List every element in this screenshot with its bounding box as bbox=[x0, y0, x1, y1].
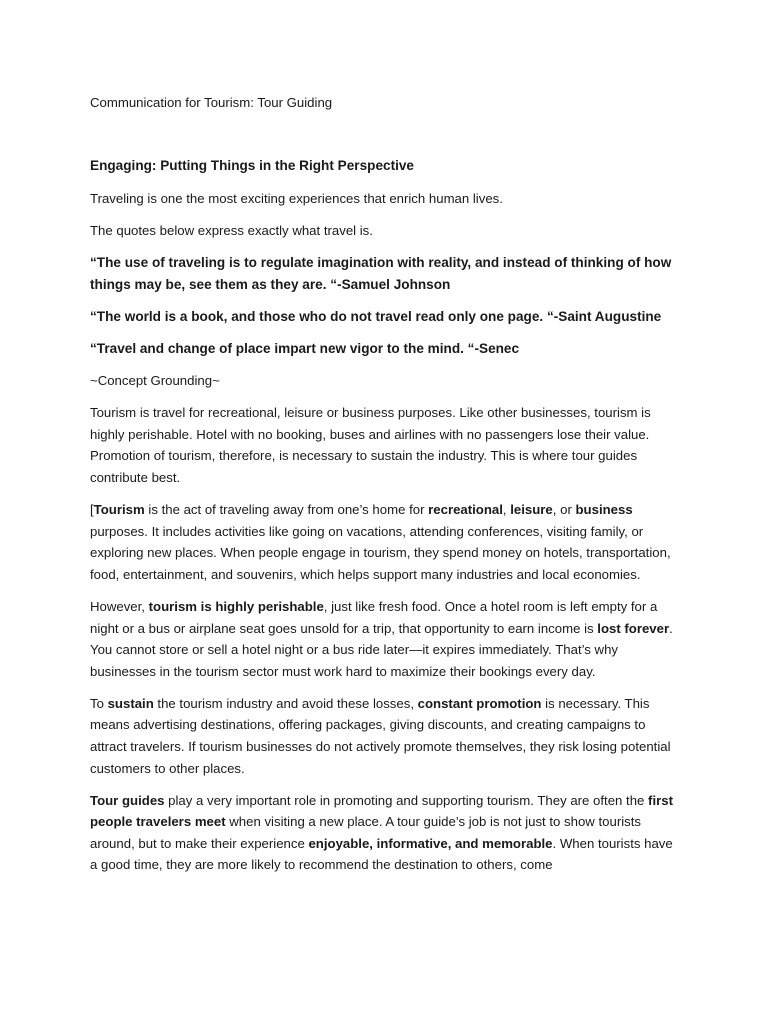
text-span: when visiting a new place. A tour guide’s job is not just to show tourists around, but to make their experience bbox=[90, 814, 642, 851]
quote-senec: “Travel and change of place impart new vigor to the mind. “-Senec bbox=[90, 340, 520, 356]
document-title: Communication for Tourism: Tour Guiding bbox=[90, 95, 333, 110]
text-span: , or bbox=[552, 502, 576, 518]
text-span: the tourism industry and avoid these losses, bbox=[153, 695, 418, 711]
intro-paragraph-1: Traveling is one the most exciting experiences that enrich human lives. bbox=[90, 191, 503, 206]
bold-term: sustain bbox=[107, 695, 154, 711]
text-span: , just like fresh food. Once a hotel room is left empty for a night or a bus or airplane seat goes unsold for a trip, that opportunity to earn income is bbox=[90, 598, 658, 636]
bold-term: Tour guides bbox=[90, 792, 165, 808]
bold-term: Tourism bbox=[93, 502, 145, 518]
text-span: is necessary. This means advertising destinations, offering packages, giving discounts, and creating campaigns to attract travelers. If tourism businesses do not actively promote themselves, they risk losing potential customers to other places. bbox=[90, 695, 671, 776]
document-page bbox=[90, 93, 680, 887]
bold-term: first people travelers meet bbox=[90, 792, 673, 830]
quote-saint-augustine: “The world is a book, and those who do not travel read only one page. “-Saint Augustine bbox=[90, 308, 662, 324]
text-span: . When tourists have a good time, they are more likely to recommend the destination to others, come bbox=[90, 835, 673, 873]
tourism-definition-paragraph: Tourism is travel for recreational, leisure or business purposes. Like other businesses, tourism is highly perishable. Hotel with no booking, buses and airlines with no passengers lose their value. Promotion of tourism, therefore, is necessary to sustain the industry. This is where tour guides contribute best. bbox=[90, 405, 651, 485]
bold-term: constant promotion bbox=[417, 695, 542, 711]
bold-term: leisure bbox=[510, 502, 553, 518]
text-span: . You cannot store or sell a hotel night or a bus ride later—it expires immediately. That’s why businesses in the tourism sector must work hard to maximize their bookings every day. bbox=[90, 620, 673, 679]
bold-term: recreational bbox=[428, 502, 503, 518]
text-span: To bbox=[90, 695, 108, 711]
text-span: However, bbox=[90, 598, 149, 614]
tourism-act-paragraph bbox=[90, 499, 680, 585]
concept-grounding-label: ~Concept Grounding~ bbox=[90, 373, 220, 389]
bold-term: business bbox=[575, 502, 633, 518]
perishable-paragraph bbox=[90, 596, 680, 682]
text-span: play a very important role in promoting and supporting tourism. They are often the bbox=[164, 792, 649, 808]
intro-paragraph-2: The quotes below express exactly what travel is. bbox=[90, 223, 373, 239]
section-heading: Engaging: Putting Things in the Right Perspective bbox=[90, 158, 414, 173]
bold-term: tourism is highly perishable bbox=[148, 598, 324, 614]
sustain-paragraph bbox=[90, 693, 680, 779]
quote-samuel-johnson: “The use of traveling is to regulate imagination with reality, and instead of thinking of how things may be, see them as they are. “-Samuel Johnson bbox=[90, 255, 672, 292]
bold-term: enjoyable, informative, and memorable bbox=[308, 835, 553, 851]
text-span: purposes. It includes activities like going on vacations, attending conferences, visiting family, or exploring new places. When people engage in tourism, they spend money on hotels, transportation, food, entertainment, and souvenirs, which helps support many industries and local economies. bbox=[90, 523, 671, 582]
text-span: is the act of traveling away from one’s home for bbox=[144, 502, 429, 518]
text-span: [ bbox=[90, 502, 94, 518]
text-span: , bbox=[502, 502, 511, 518]
bold-term: lost forever bbox=[597, 620, 670, 636]
tour-guides-paragraph bbox=[90, 790, 680, 876]
